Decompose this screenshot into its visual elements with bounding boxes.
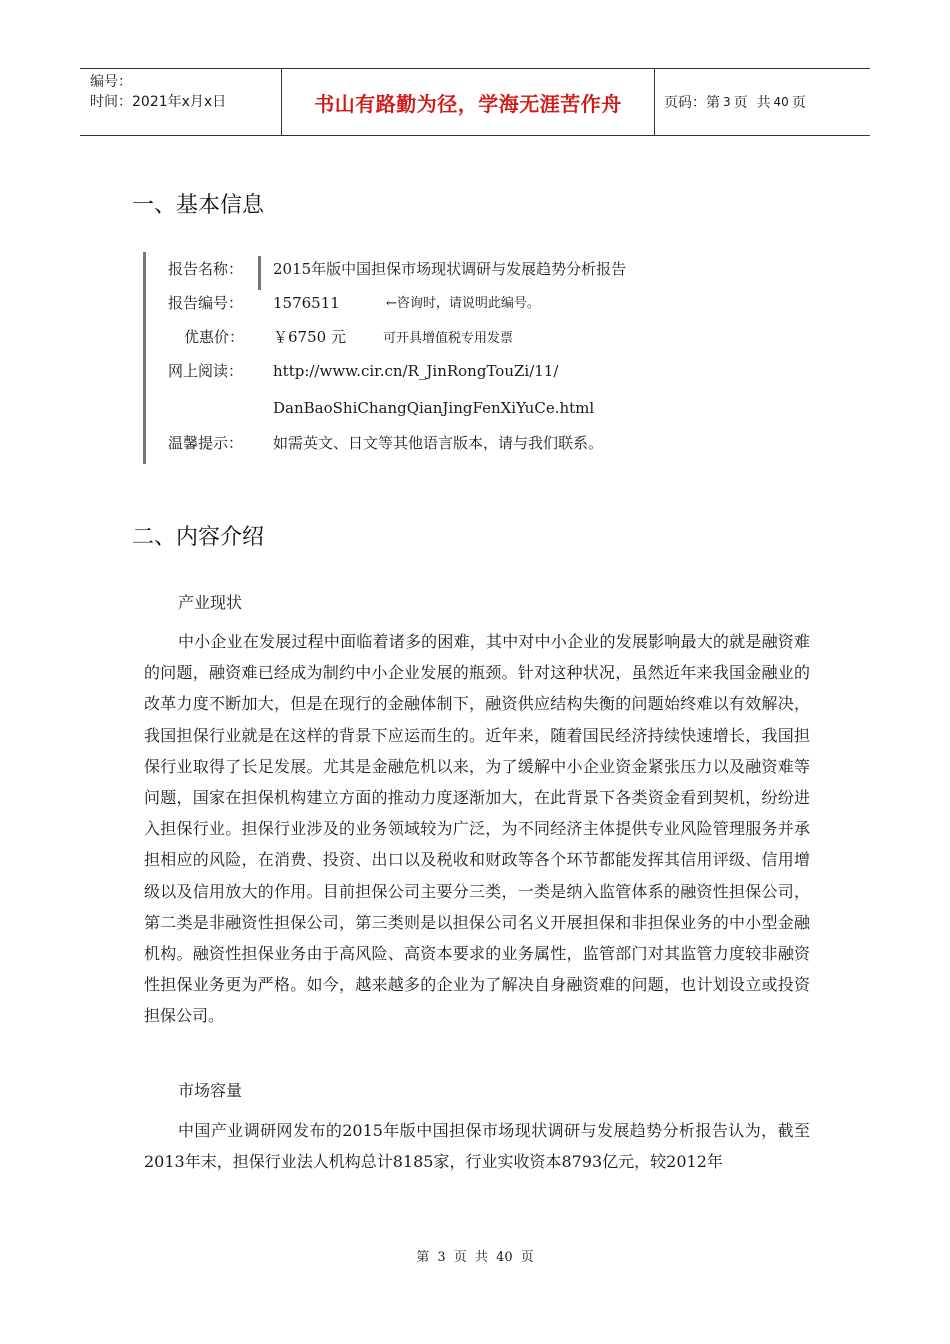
subheading-market-capacity: 市场容量 — [178, 1081, 243, 1100]
header-motto: 书山有路勤为径，学海无涯苦作舟 — [282, 69, 655, 135]
tip-value: 如需英文、日文等其他语言版本，请与我们联系。 — [273, 434, 604, 452]
name-divider — [258, 256, 261, 290]
tip-label: 温馨提示： — [168, 434, 244, 452]
paragraph-industry-status: 中小企业在发展过程中面临着诸多的困难，其中对中小企业的发展影响最大的就是融资难的问题，融资难已经成为制约中小企业发展的瓶颈。针对这种状况，虽然近年来我国金融业的改革力度不断加大，但是在现行的金融体制下，融资供应结构失衡的问题始终难以有效解决，我国担保行业就是在这样的背景下应运而生的。近年来，随着国民经济持续快速增长，我国担保行业取得了长足发展。尤其是金融危机以来，为了缓解中小企业资金紧张压力以及融资难等问题，国家在担保机构建立方面的推动力度逐渐加大，在此背景下各类资金看到契机，纷纷进入担保行业。担保行业涉及的业务领域较为广泛，为不同经济主体提供专业风险管理服务并承担相应的风险，在消费、投资、出口以及税收和财政等各个环节都能发挥其信用评级、信用增级以及信用放大的作用。目前担保公司主要分三类，一类是纳入监管体系的融资性担保公司，第二类是非融资性担保公司，第三类则是以担保公司名义开展担保和非担保业务的中小型金融机构。融资性担保业务由于高风险、高资本要求的业务属性，监管部门对其监管力度较非融资性担保业务更为严格。如今，越来越多的企业为了解决自身融资难的问题，也计划设立或投资担保公司。 — [144, 632, 810, 1026]
online-read-link[interactable]: http://www.cir.cn/R_JinRongTouZi/11/ — [273, 362, 559, 380]
page-label: 页码：第 — [664, 95, 720, 111]
page-total: 40 — [773, 95, 789, 109]
report-name-value: 2015年版中国担保市场现状调研与发展趋势分析报告 — [273, 260, 627, 278]
report-name-label: 报告名称： — [168, 260, 244, 278]
online-read-label: 网上阅读： — [168, 362, 244, 380]
page-header — [80, 68, 870, 136]
section-title-content-intro: 二、内容介绍 — [132, 525, 265, 550]
report-code-value: 1576511 — [273, 294, 340, 312]
price-value: ￥6750 元 — [273, 328, 346, 346]
report-code-note: ←咨询时，请说明此编号。 — [386, 296, 540, 311]
page-footer: 第 3 页 共 40 页 — [416, 1250, 534, 1265]
section-title-basic-info: 一、基本信息 — [132, 193, 265, 218]
report-code-label: 报告编号： — [168, 294, 244, 312]
page-mid: 页 共 — [733, 95, 771, 111]
header-page-info — [655, 69, 870, 135]
price-label: 优惠价： — [183, 328, 244, 346]
subheading-industry-status: 产业现状 — [178, 593, 243, 612]
date-line: 时间：2021年x月x日 — [90, 94, 227, 110]
header-meta — [80, 69, 282, 135]
paragraph-market-capacity: 中国产业调研网发布的2015年版中国担保市场现状调研与发展趋势分析报告认为，截至2013年末，担保行业法人机构总计8185家，行业实收资本8793亿元，较2012年 — [144, 1121, 810, 1172]
online-read-link-cont[interactable]: DanBaoShiChangQianJingFenXiYuCe.html — [273, 399, 595, 417]
page-current: 3 — [723, 95, 731, 109]
price-note: 可开具增值税专用发票 — [383, 331, 514, 346]
page-end: 页 — [791, 95, 806, 111]
serial-label: 编号： — [90, 74, 132, 90]
report-info-block — [143, 252, 766, 464]
